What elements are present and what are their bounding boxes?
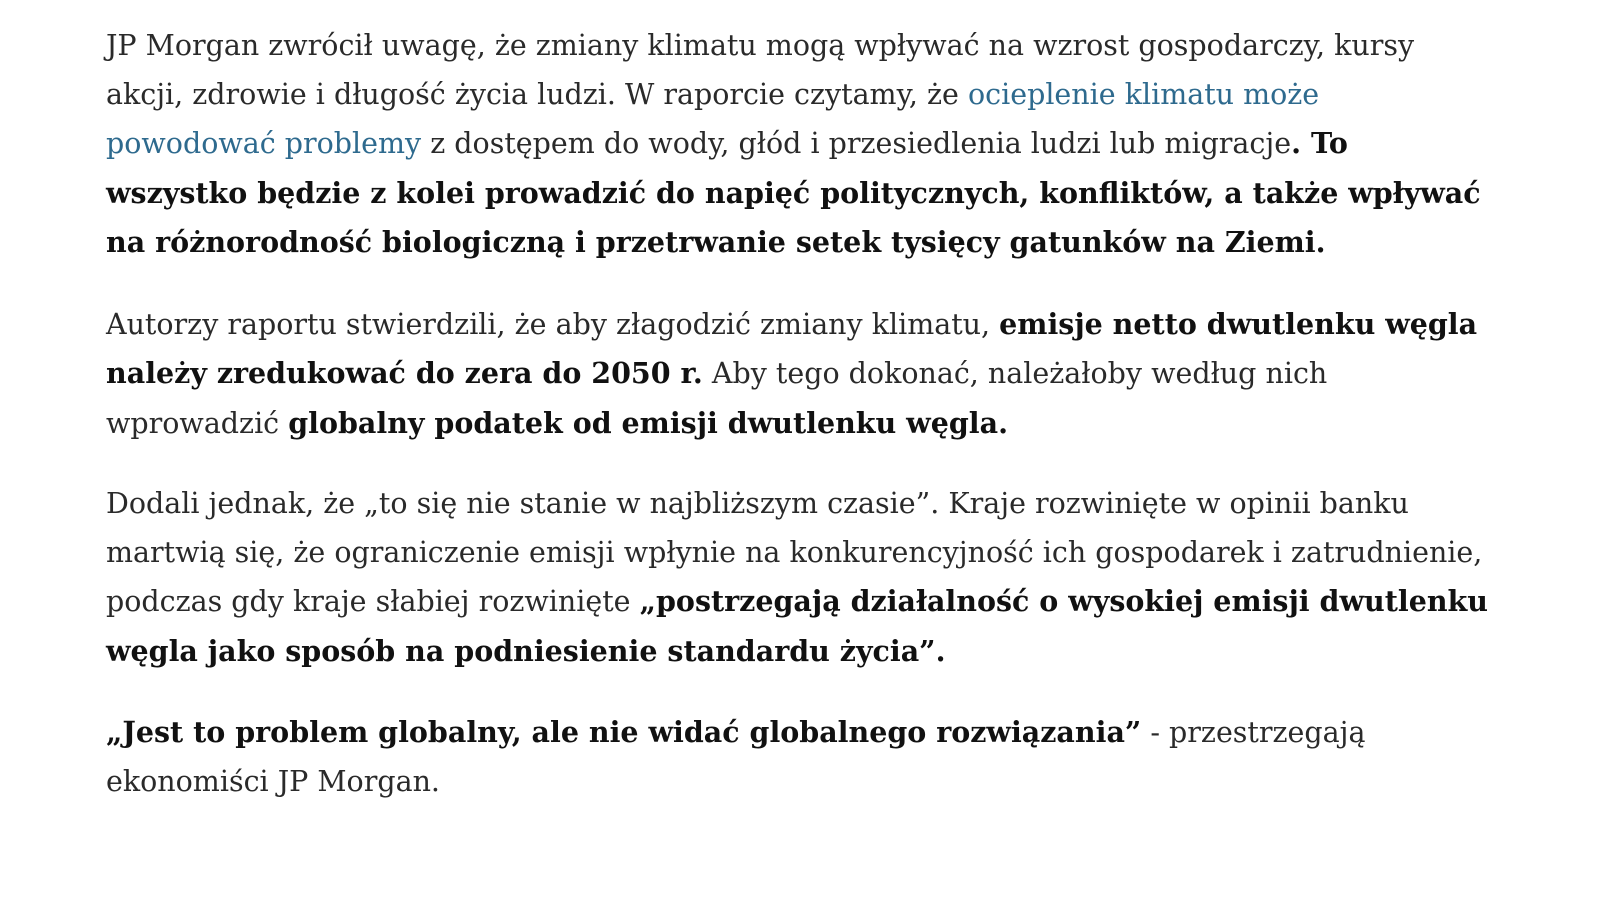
paragraph-text: Dodali jednak, że „to się nie stanie w najbliższym czasie”. Kraje rozwinięte w opinii banku martwią się, że ograniczenie emisji wpłynie na konkurencyjność ich gospodarek i zatrudnienie, podczas gdy kraje słabiej rozwinięte	[106, 487, 1483, 618]
article-body	[106, 22, 1496, 838]
paragraph-text: Autorzy raportu stwierdzili, że aby złagodzić zmiany klimatu,	[106, 307, 1000, 341]
paragraph-bold-quote: „postrzegają działalność o wysokiej emisji dwutlenku węgla jako sposób na podniesienie standardu życia”.	[106, 584, 1489, 668]
paragraph-bold-text: globalny podatek od emisji dwutlenku węgla.	[288, 405, 1008, 440]
paragraph-closing-quote	[106, 708, 1496, 806]
paragraph-bold-quote: „Jest to problem globalny, ale nie widać globalnego rozwiązania”	[106, 715, 1142, 749]
paragraph-text: z dostępem do wody, głód i przesiedlenia ludzi lub migracje	[421, 127, 1292, 160]
paragraph-text: Aby tego dokonać, należałoby według nich wprowadzić	[106, 357, 1328, 440]
paragraph-bold-text: emisje netto dwutlenku węgla należy zredukować do zera do 2050 r.	[106, 306, 1478, 390]
paragraph-climate-impact	[106, 22, 1496, 268]
paragraph-developed-countries	[106, 480, 1496, 676]
climate-problems-link[interactable]: ocieplenie klimatu może powodować problemy	[106, 77, 1320, 160]
paragraph-text: JP Morgan zwrócił uwagę, że zmiany klimatu mogą wpływać na wzrost gospodarczy, kursy akcji, zdrowie i długość życia ludzi. W raporcie czytamy, że	[106, 29, 1415, 111]
paragraph-emissions-goal	[106, 300, 1496, 449]
paragraph-bold-text: . To wszystko będzie z kolei prowadzić do napięć politycznych, konfliktów, a także wpływać na różnorodność biologiczną i przetrwanie setek tysięcy gatunków na Ziemi.	[106, 126, 1481, 259]
paragraph-text: - przestrzegają ekonomiści JP Morgan.	[106, 716, 1366, 798]
